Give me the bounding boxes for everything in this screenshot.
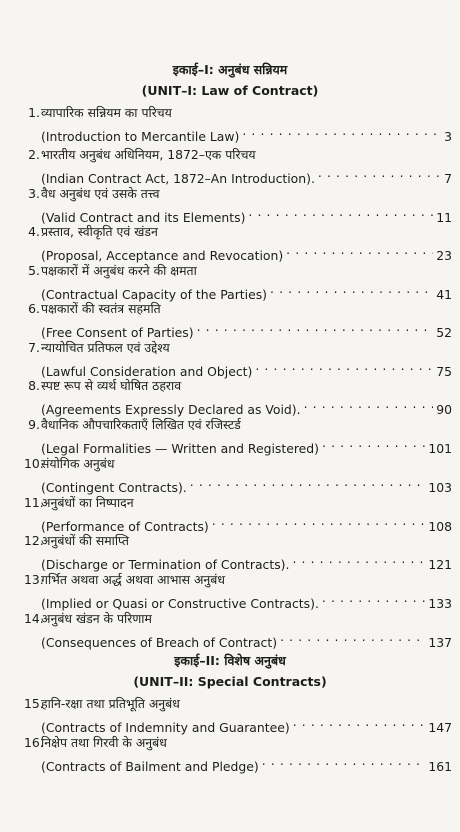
page-number: 103 [428,480,452,495]
entry-title-hindi: अनुबंधों का निष्पादन [41,495,134,510]
toc-entry-8[interactable] [41,394,452,417]
toc-entry-12[interactable] [41,549,452,572]
unit-1-title-english: (UNIT–I: Law of Contract) [141,83,319,98]
page-number: 161 [428,759,452,774]
entry-number: 6. [28,301,40,316]
entry-title-hindi: संयोगिक अनुबंध [41,456,115,471]
entry-title-english: (Consequences of Breach of Contract) [41,635,278,650]
entry-number: 3. [28,186,40,201]
dot-leader [187,472,426,492]
entry-title-hindi: वैधानिक औपचारिकताएँ लिखित एवं रजिस्टर्ड [41,417,241,432]
dot-leader [194,317,434,337]
page-number: 90 [436,402,452,417]
unit-2-title-hindi: इकाई–II: विशेष अनुबंध [174,653,286,668]
dot-leader [315,163,441,183]
entry-title-hindi: अनुबंधों की समाप्ति [41,533,129,548]
entry-title-english: (Proposal, Acceptance and Revocation) [41,248,284,263]
toc-entry-15-hindi [24,694,452,714]
entry-title-hindi: वैध अनुबंध एवं उसके तत्त्व [41,186,160,201]
dot-leader [283,240,433,260]
entry-title-english: (Introduction to Mercantile Law) [41,129,240,144]
entry-title-hindi: व्यापारिक सन्नियम का परिचय [41,105,172,120]
unit-1-title-hindi: इकाई–I: अनुबंध सन्नियम [172,62,288,77]
entry-number: 9. [28,417,40,432]
page-number: 23 [436,248,452,263]
entry-number: 15. [24,696,44,711]
toc-entry-6-hindi [24,299,452,319]
toc-entry-8-hindi [24,376,452,396]
toc-entry-15[interactable] [41,712,452,735]
toc-entry-11-hindi [24,493,452,513]
entry-title-english: (Discharge or Termination of Contracts). [41,557,290,572]
entry-title-hindi: प्रस्ताव, स्वीकृति एवं खंडन [41,224,158,239]
entry-number: 7. [28,340,40,355]
unit-2-title-english: (UNIT–II: Special Contracts) [133,674,327,689]
dot-leader [289,549,425,569]
toc-entry-12-hindi [24,531,452,551]
entry-number: 8. [28,378,40,393]
entry-number: 1. [28,105,40,120]
entry-title-english: (Valid Contract and its Elements) [41,210,246,225]
entry-number: 10. [24,456,44,471]
entry-number: 13. [24,572,44,587]
page-number: 133 [428,596,452,611]
toc-entry-14-hindi [24,609,452,629]
toc-entry-6[interactable] [41,317,452,340]
toc-entry-5[interactable] [41,279,452,302]
toc-entry-10[interactable] [41,472,452,495]
toc-entry-5-hindi [24,261,452,281]
toc-entry-4[interactable] [41,240,452,263]
toc-entry-4-hindi [24,222,452,242]
entry-number: 4. [28,224,40,239]
toc-entry-9[interactable] [41,433,452,456]
page-number: 108 [428,519,452,534]
toc-entry-1[interactable] [41,121,452,144]
toc-entry-3[interactable] [41,202,452,225]
entry-title-english: (Indian Contract Act, 1872–An Introduction). [41,171,315,186]
page-number: 121 [428,557,452,572]
entry-title-hindi: पक्षकारों में अनुबंध करने की क्षमता [41,263,197,278]
entry-title-hindi: पक्षकारों की स्वतंत्र सहमति [41,301,161,316]
toc-entry-14[interactable] [41,627,452,650]
toc-entry-16[interactable] [41,751,452,774]
page-number: 101 [428,441,452,456]
dot-leader [245,202,433,222]
dot-leader [319,433,425,453]
toc-entry-2[interactable] [41,163,452,186]
dot-leader [209,511,426,531]
entry-number: 2. [28,147,40,162]
toc-entry-1-hindi [24,103,452,123]
page-number: 7 [444,171,452,186]
toc-entry-3-hindi [24,184,452,204]
toc-entry-7[interactable] [41,356,452,379]
page-number: 147 [428,720,452,735]
entry-title-hindi: निक्षेप तथा गिरवी के अनुबंध [41,735,167,750]
entry-title-hindi: अनुबंध खंडन के परिणाम [41,611,152,626]
page-number: 52 [436,325,452,340]
dot-leader [277,627,425,647]
dot-leader [267,279,433,299]
toc-entry-9-hindi [24,415,452,435]
entry-title-english: (Legal Formalities — Written and Registered) [41,441,319,456]
entry-title-english: (Contracts of Bailment and Pledge) [41,759,259,774]
entry-title-english: (Performance of Contracts) [41,519,209,534]
entry-number: 16. [24,735,44,750]
dot-leader [259,751,426,771]
toc-entry-16-hindi [24,733,452,753]
dot-leader [252,356,433,376]
entry-title-hindi: गर्भित अथवा अर्द्ध अथवा आभास अनुबंध [41,572,225,587]
entry-title-english: (Agreements Expressly Declared as Void). [41,402,301,417]
toc-entry-10-hindi [24,454,452,474]
dot-leader [319,588,425,608]
toc-entry-11[interactable] [41,511,452,534]
page-number: 75 [436,364,452,379]
entry-title-hindi: हानि-रक्षा तथा प्रतिभूति अनुबंध [41,696,180,711]
toc-entry-13[interactable] [41,588,452,611]
toc-entry-13-hindi [24,570,452,590]
toc-entry-2-hindi [24,145,452,165]
dot-leader [239,121,441,141]
entry-title-english: (Implied or Quasi or Constructive Contracts). [41,596,319,611]
entry-title-english: (Free Consent of Parties) [41,325,194,340]
dot-leader [290,712,426,732]
entry-title-english: (Lawful Consideration and Object) [41,364,253,379]
entry-number: 5. [28,263,40,278]
entry-title-hindi: स्पष्ट रूप से व्यर्थ घोषित ठहराव [41,378,182,393]
entry-title-english: (Contingent Contracts). [41,480,187,495]
page-number: 137 [428,635,452,650]
toc-entry-7-hindi [24,338,452,358]
entry-title-hindi: न्यायोचित प्रतिफल एवं उद्देश्य [41,340,170,355]
entry-title-english: (Contractual Capacity of the Parties) [41,287,268,302]
page-number: 11 [436,210,452,225]
dot-leader [301,394,434,414]
page-number: 3 [444,129,452,144]
entry-number: 14. [24,611,44,626]
entry-number: 12. [24,533,44,548]
entry-title-english: (Contracts of Indemnity and Guarantee) [41,720,290,735]
page-number: 41 [436,287,452,302]
entry-number: 11. [24,495,44,510]
entry-title-hindi: भारतीय अनुबंध अधिनियम, 1872–एक परिचय [41,147,256,162]
